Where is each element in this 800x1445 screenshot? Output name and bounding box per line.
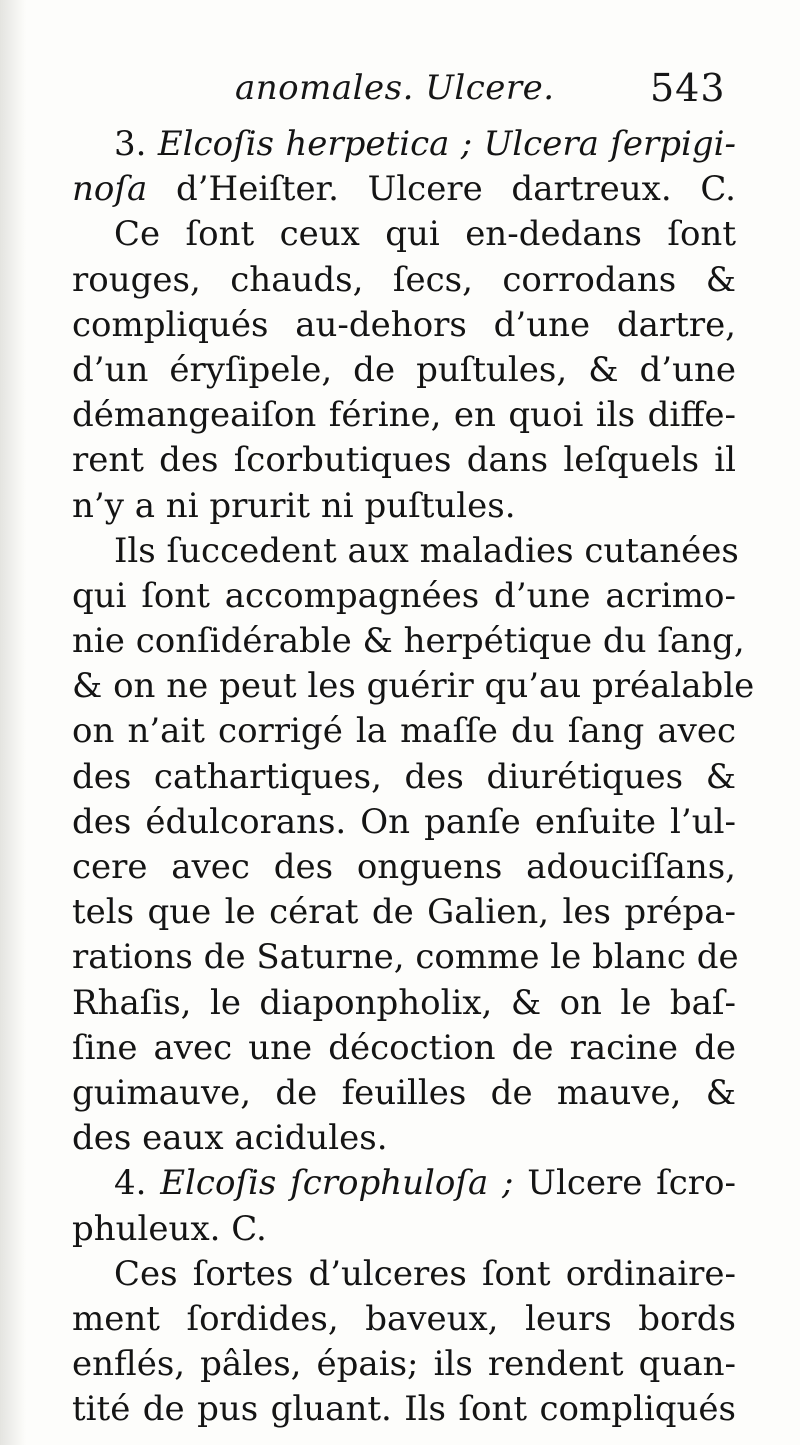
text-line: ſine avec une décoction de racine de (72, 1027, 736, 1068)
text-line: d’un éryſipele, de puſtules, & d’une (72, 349, 736, 390)
text-line: on n’ait corrigé la maſſe du ſang avec (72, 711, 736, 752)
text-line: compliqués au-dehors d’une dartre, (72, 304, 736, 345)
text-line: guimauve, de feuilles de mauve, & (72, 1072, 736, 1113)
page-header (70, 60, 750, 120)
text-line: des eaux acidules. (72, 1118, 388, 1159)
text-line: enflés, pâles, épais; ils rendent quan- (72, 1344, 736, 1385)
text-line: rent des ſcorbutiques dans leſquels il (72, 440, 736, 481)
running-head: anomales. Ulcere. (235, 68, 555, 108)
page-number: 543 (650, 66, 726, 110)
text-line: Rhaſis, le diaponpholix, & on le baſ- (72, 982, 736, 1023)
text-line: n’y a ni prurit ni puſtules. (72, 485, 516, 526)
text-segment: Ulcere ſcro- (513, 1163, 736, 1204)
text-line: démangeaiſon férine, en quoi ils diffe- (72, 395, 736, 436)
text-line: phuleux. C. (72, 1208, 267, 1249)
text-line (72, 167, 736, 212)
entry-title: Elcoſis herpetica ; Ulcera ſerpigi- (157, 124, 737, 164)
text-line: Ils ſuccedent aux maladies cutanées (114, 530, 739, 571)
text-line (72, 1161, 736, 1206)
text-line: nie conſidérable & herpétique du ſang, (72, 621, 745, 662)
text-line: qui ſont accompagnées d’une acrimo- (72, 575, 736, 616)
entry-title-continued: noſa (72, 169, 148, 210)
text-line: ment ſordides, baveux, leurs bords (72, 1298, 736, 1339)
entry-number: 4. (114, 1163, 161, 1204)
body-text (72, 122, 755, 1432)
text-line: cere avec des onguens adouciſſans, (72, 847, 736, 887)
text-line: & on ne peut les guérir qu’au préalable (72, 666, 755, 707)
text-line: des édulcorans. On panſe enſuite l’ul- (72, 801, 736, 842)
entry-number: 3. (114, 124, 158, 164)
text-line: Ces ſortes d’ulceres ſont ordinaire- (114, 1253, 736, 1294)
text-line: des cathartiques, des diurétiques & (72, 756, 736, 797)
text-line: rouges, chauds, ſecs, corrodans & (72, 259, 736, 300)
text-line: Ce ſont ceux qui en-dedans ſont (114, 214, 736, 255)
text-line: tels que le cérat de Galien, les prépa- (72, 892, 736, 933)
text-segment: d’Heiſter. Ulcere dartreux. C. (147, 169, 736, 210)
entry-title: Elcoſis ſcrophuloſa ; (160, 1163, 514, 1204)
text-line: rations de Saturne, comme le blanc de (72, 937, 739, 978)
page-gutter-shadow (0, 0, 26, 1445)
text-line: tité de pus gluant. Ils ſont compliqués (72, 1389, 736, 1430)
text-line (72, 122, 736, 167)
